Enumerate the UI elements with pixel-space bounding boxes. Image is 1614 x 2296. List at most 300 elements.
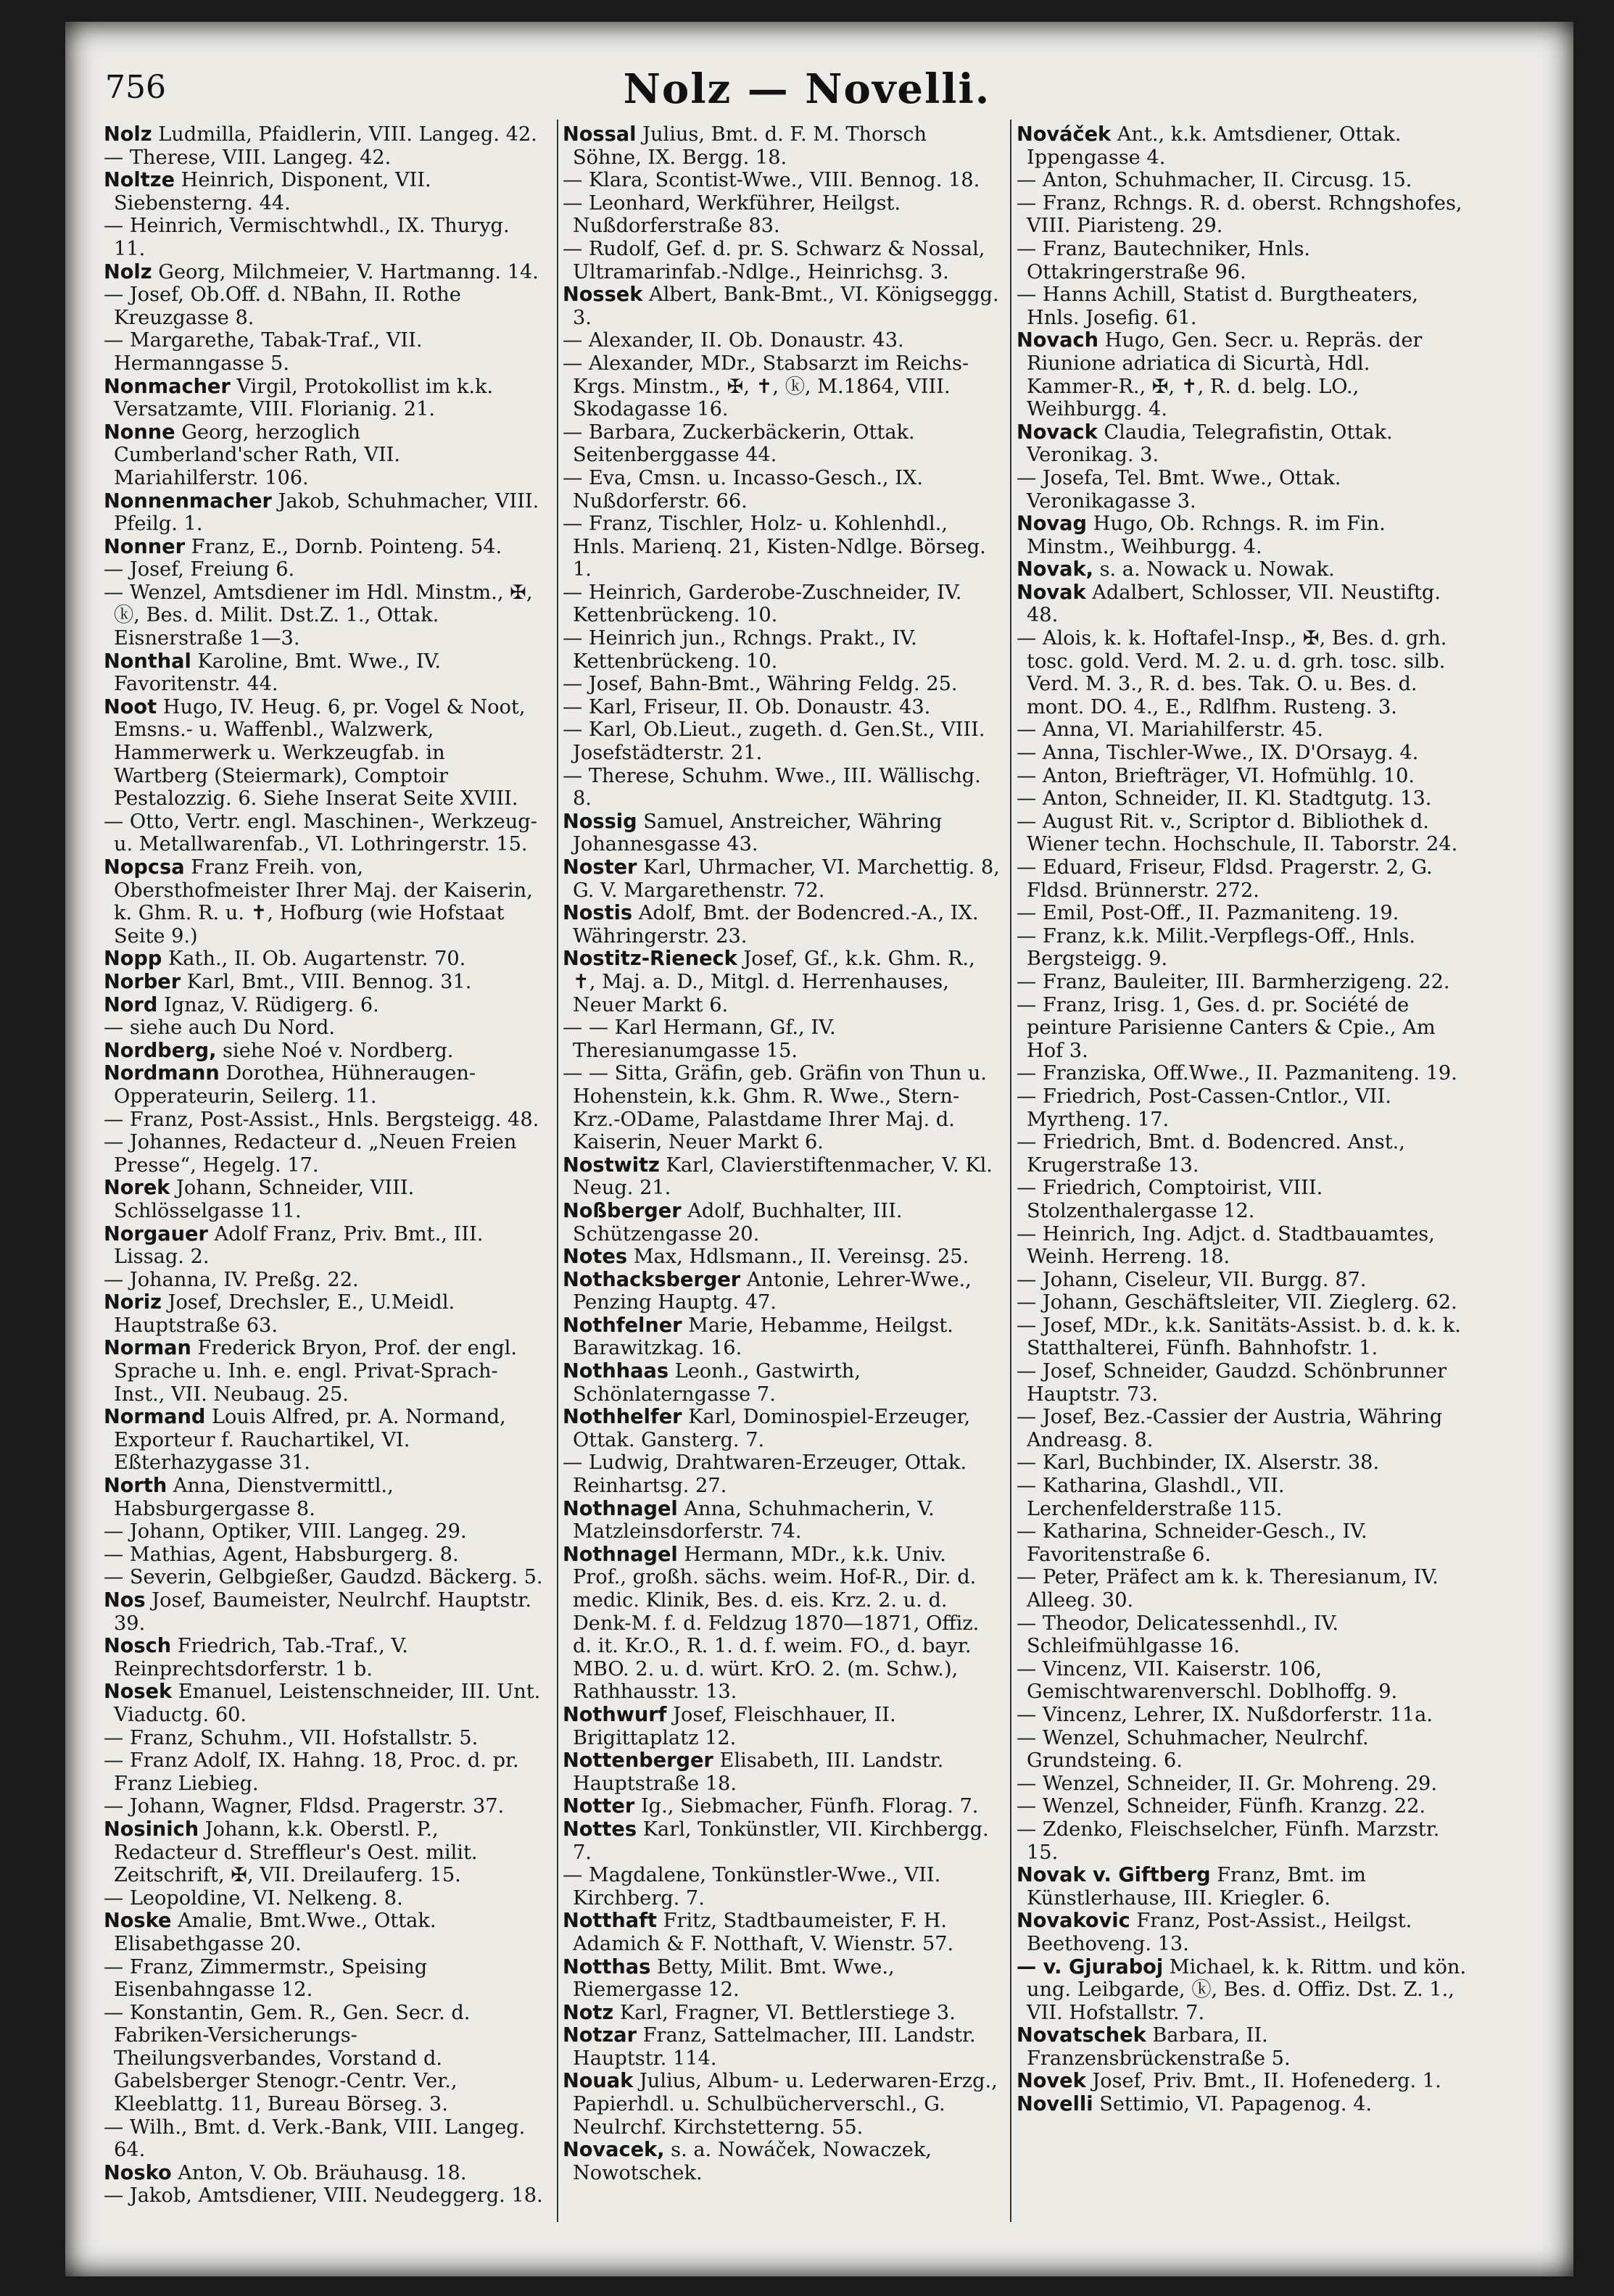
entry-details: Karl, Fragner, VI. Bettlerstiege 3. xyxy=(613,2001,956,2024)
entry-details: Marie, Hebamme, Heilgst. Barawitzkag. 16. xyxy=(573,1314,953,1360)
entry-details: Emanuel, Leistenschneider, III. Unt. Viaductg. 60. xyxy=(114,1680,541,1726)
entry-details: — Heinrich jun., Rchngs. Prakt., IV. Kettenbrückeng. 10. xyxy=(563,627,917,673)
directory-entry xyxy=(1017,581,1466,627)
directory-entry xyxy=(563,718,1001,764)
entry-details: s. a. Nowack u. Nowak. xyxy=(1093,558,1335,581)
directory-entry xyxy=(1017,1451,1466,1475)
column-1 xyxy=(104,123,545,2208)
entry-details: Georg, Milchmeier, V. Hartmanng. 14. xyxy=(152,260,539,283)
directory-entry xyxy=(104,1475,545,1520)
entry-details: — Karl, Ob.Lieut., zugeth. d. Gen.St., VIII. Josefstädterstr. 21. xyxy=(563,718,985,765)
entry-details: — Franz, Post-Assist., Hnls. Bergsteigg. 48. xyxy=(104,1108,539,1131)
directory-entry xyxy=(104,1223,545,1269)
entry-surname: Nothacksberger xyxy=(563,1268,741,1291)
entry-surname: North xyxy=(104,1475,167,1498)
entry-details: Johann, k.k. Oberstl. P., Redacteur d. Streffleur's Oest. milit. Zeitschrift, ✠, VII. Dreilauferg. 15. xyxy=(114,1818,478,1887)
entry-details: — Theodor, Delicatessenhdl., IV. Schleifmühlgasse 16. xyxy=(1017,1612,1339,1658)
column-3 xyxy=(1017,123,1466,2116)
directory-entry xyxy=(563,1154,1001,1200)
directory-entry xyxy=(563,467,1001,513)
entry-surname: Noßberger xyxy=(563,1199,682,1222)
entry-details: Elisabeth, III. Landstr. Hauptstraße 18. xyxy=(573,1749,944,1795)
entry-details: — — Sitta, Gräfin, geb. Gräfin von Thun u. Hohenstein, k.k. Ghm. R. Wwe., Stern-Krz.-ODame, Palastdame Ihrer Maj. d. Kaiserin, Neuer Markt 6. xyxy=(563,1062,987,1154)
entry-surname: Norgauer xyxy=(104,1222,208,1246)
directory-entry xyxy=(563,1360,1001,1406)
entry-surname: Nosek xyxy=(104,1680,173,1704)
directory-entry xyxy=(1017,1658,1466,1704)
entry-details: Julius, Bmt. d. F. M. Thorsch Söhne, IX. Bergg. 18. xyxy=(573,123,927,169)
directory-entry xyxy=(104,1291,545,1337)
directory-entry xyxy=(563,283,1001,329)
entry-details: Julius, Album- u. Lederwaren-Erzg., Papierhdl. u. Schulbücherverschl., G. Neulrchf. Kirchstetterng. 55. xyxy=(573,2070,998,2139)
entry-surname: Nos xyxy=(104,1589,146,1612)
directory-entry xyxy=(104,994,545,1017)
entry-surname: Nostis xyxy=(563,902,633,925)
directory-entry xyxy=(104,1108,545,1132)
entry-details: Johann, Schneider, VIII. Schlösselgasse 11. xyxy=(114,1177,415,1222)
entry-details: — Franz Adolf, IX. Hahng. 18, Proc. d. pr. Franz Liebieg. xyxy=(104,1749,519,1795)
directory-entry xyxy=(1017,1314,1466,1360)
entry-details: Anna, Dienstvermittl., Habsburgergasse 8. xyxy=(114,1475,394,1520)
directory-entry xyxy=(1017,811,1466,856)
directory-entry xyxy=(563,811,1001,856)
entry-details: Josef, Baumeister, Neulrchf. Hauptstr. 39. xyxy=(114,1589,531,1635)
directory-entry xyxy=(104,1635,545,1680)
entry-surname: Nothhelfer xyxy=(563,1406,682,1429)
entry-surname: Nord xyxy=(104,993,158,1016)
entry-details: Anna, Schuhmacherin, V. Matzleinsdorferstr. 74. xyxy=(573,1497,935,1543)
directory-entry xyxy=(563,948,1001,1016)
entry-details: — — Karl Hermann, Gf., IV. Theresianumgasse 15. xyxy=(563,1016,836,1062)
entry-details: — Barbara, Zuckerbäckerin, Ottak. Seitenberggasse 44. xyxy=(563,420,915,467)
entry-surname: Nováček xyxy=(1017,123,1112,146)
entry-details: — Alois, k. k. Hoftafel-Insp., ✠, Bes. d. grh. tosc. gold. Verd. M. 2. u. d. grh. tosc. silb. Verd. M. 3., R. d. bes. Tak. O. u. Bes. d. mont. DO. 4., E., Rdlfhm. Rusteng. 3. xyxy=(1017,627,1447,718)
entry-surname: Nouak xyxy=(563,2070,634,2093)
entry-details: — Franz, Schuhm., VII. Hofstallstr. 5. xyxy=(104,1726,479,1749)
directory-entry xyxy=(1017,1566,1466,1612)
entry-surname: Nopcsa xyxy=(104,856,185,879)
entry-details: Ig., Siebmacher, Fünfh. Florag. 7. xyxy=(634,1795,979,1818)
entry-surname: Novak, xyxy=(1017,558,1093,581)
entry-surname: Notz xyxy=(563,2001,614,2024)
entry-surname: Norman xyxy=(104,1337,191,1360)
entry-surname: Novag xyxy=(1017,513,1087,536)
entry-surname: — v. Gjuraboj xyxy=(1017,1955,1164,1978)
directory-entry xyxy=(104,1910,545,1955)
directory-entry xyxy=(1017,787,1466,811)
entry-details: Karl, Dominospiel-Erzeuger, Ottak. Gansterg. 7. xyxy=(573,1406,971,1451)
directory-entry xyxy=(104,1040,545,1063)
entry-details: Adolf, Bmt. der Bodencred.-A., IX. Währingerstr. 23. xyxy=(573,902,979,948)
entry-details: Ignaz, V. Rüdigerg. 6. xyxy=(157,993,379,1016)
page-number: 756 xyxy=(105,69,166,106)
directory-entry xyxy=(1017,2024,1466,2070)
directory-entry xyxy=(1017,169,1466,192)
entry-surname: Nonmacher xyxy=(104,375,231,398)
entry-details: — Johanna, IV. Preßg. 22. xyxy=(104,1268,359,1291)
directory-entry xyxy=(563,1498,1001,1543)
directory-entry xyxy=(1017,1223,1466,1269)
directory-entry xyxy=(104,1062,545,1108)
entry-details: — Anton, Briefträger, VI. Hofmühlg. 10. xyxy=(1017,764,1415,787)
entry-details: — Wenzel, Schneider, Fünfh. Kranzg. 22. xyxy=(1017,1795,1426,1818)
entry-details: Claudia, Telegrafistin, Ottak. Veronikag. 3. xyxy=(1027,420,1393,467)
directory-entry xyxy=(1017,856,1466,902)
entry-surname: Novatschek xyxy=(1017,2024,1146,2047)
entry-surname: Nothnagel xyxy=(563,1497,678,1520)
entry-details: Josef, Gf., k.k. Ghm. R., ✝, Maj. a. D., Mitgl. d. Herrenhauses, Neuer Markt 6. xyxy=(573,948,975,1016)
directory-entry xyxy=(1017,627,1466,718)
directory-entry xyxy=(563,765,1001,811)
entry-details: — Katharina, Glashdl., VII. Lerchenfelderstraße 115. xyxy=(1017,1475,1285,1520)
entry-details: — Mathias, Agent, Habsburgerg. 8. xyxy=(104,1543,459,1566)
entry-details: — siehe auch Du Nord. xyxy=(104,1016,336,1040)
entry-details: — Franz, Rchngs. R. d. oberst. Rchngshofes, VIII. Piaristeng. 29. xyxy=(1017,191,1462,238)
entry-surname: Nonthal xyxy=(104,650,191,673)
entry-details: — August Rit. v., Scriptor d. Bibliothek d. Wiener techn. Hochschule, II. Taborstr. 24. xyxy=(1017,810,1458,856)
entry-surname: Notter xyxy=(563,1795,635,1818)
directory-entry xyxy=(1017,2070,1466,2093)
entry-surname: Nothwurf xyxy=(563,1703,667,1726)
entry-details: — Johann, Wagner, Fldsd. Pragerstr. 37. xyxy=(104,1795,505,1818)
directory-entry xyxy=(563,1749,1001,1795)
entry-details: Karl, Clavierstiftenmacher, V. Kl. Neug. 21. xyxy=(573,1153,993,1200)
entry-details: — Vincenz, VII. Kaiserstr. 106, Gemischtwarenverschl. Doblhoffg. 9. xyxy=(1017,1657,1398,1704)
entry-details: — Josef, Bez.-Cassier der Austria, Währing Andreasg. 8. xyxy=(1017,1406,1443,1451)
directory-entry xyxy=(563,329,1001,352)
directory-entry xyxy=(104,1269,545,1292)
directory-entry xyxy=(563,581,1001,627)
directory-entry xyxy=(563,1818,1001,1864)
entry-details: Georg, herzoglich Cumberland'scher Rath, VII. Mariahilferstr. 106. xyxy=(114,420,401,489)
entry-details: — Alexander, II. Ob. Donaustr. 43. xyxy=(563,329,904,352)
entry-details: — Wenzel, Schneider, II. Gr. Mohreng. 29. xyxy=(1017,1772,1438,1795)
entry-details: — Johann, Ciseleur, VII. Burgg. 87. xyxy=(1017,1268,1367,1291)
entry-details: Franz, Bmt. im Künstlerhause, III. Kriegler. 6. xyxy=(1027,1864,1366,1910)
entry-surname: Nostwitz xyxy=(563,1153,660,1177)
running-head: Nolz — Novelli. xyxy=(623,65,991,113)
entry-details: — Leonhard, Werkführer, Heilgst. Nußdorferstraße 83. xyxy=(563,191,901,238)
directory-entry xyxy=(563,1956,1001,2002)
directory-entry xyxy=(1017,1612,1466,1658)
entry-details: Josef, Fleischhauer, II. Brigittaplatz 12. xyxy=(573,1703,896,1749)
entry-details: Heinrich, Disponent, VII. Siebensterng. 44. xyxy=(114,169,431,215)
directory-entry xyxy=(563,238,1001,283)
entry-details: — Franz, Tischler, Holz- u. Kohlenhdl., Hnls. Marienq. 21, Kisten-Ndlge. Börseg. 1. xyxy=(563,513,986,581)
directory-entry xyxy=(104,856,545,948)
entry-details: Hugo, Gen. Secr. u. Repräs. der Riunione adriatica di Sicurtà, Hdl. Kammer-R., ✠, ✝, R. d. belg. LO., Weihburgg. 4. xyxy=(1027,329,1423,421)
directory-entry xyxy=(563,1704,1001,1749)
directory-entry xyxy=(104,948,545,971)
directory-entry xyxy=(104,971,545,994)
directory-entry xyxy=(563,1451,1001,1497)
entry-surname: Noske xyxy=(104,1910,172,1933)
entry-surname: Norber xyxy=(104,970,181,993)
entry-details: — Friedrich, Post-Cassen-Cntlor., VII. Myrtheng. 17. xyxy=(1017,1085,1391,1131)
directory-entry xyxy=(1017,1956,1466,2025)
directory-entry xyxy=(104,1177,545,1222)
entry-details: Franz, E., Dornb. Pointeng. 54. xyxy=(185,535,502,558)
entry-surname: Nothfelner xyxy=(563,1314,682,1337)
directory-entry xyxy=(563,2139,1001,2184)
directory-entry xyxy=(1017,1818,1466,1864)
directory-entry xyxy=(563,1016,1001,1062)
entry-details: — Jakob, Amtsdiener, VIII. Neudeggerg. 18. xyxy=(104,2184,543,2208)
directory-entry xyxy=(1017,1291,1466,1314)
directory-entry xyxy=(563,2070,1001,2139)
directory-entry xyxy=(1017,925,1466,971)
entry-details: — Josef, Bahn-Bmt., Währing Feldg. 25. xyxy=(563,673,958,696)
entry-surname: Nostitz-Rieneck xyxy=(563,948,737,971)
entry-surname: Nolz xyxy=(104,260,152,283)
entry-details: — Heinrich, Vermischtwhdl., IX. Thuryg. 11. xyxy=(104,215,510,260)
entry-details: Samuel, Anstreicher, Währing Johannesgasse 43. xyxy=(573,810,943,856)
directory-entry xyxy=(1017,1085,1466,1131)
directory-entry xyxy=(1017,1177,1466,1222)
directory-entry xyxy=(563,1795,1001,1818)
entry-details: Frederick Bryon, Prof. der engl. Sprache u. Inh. e. engl. Privat-Sprach-Inst., VII. Neubaug. 25. xyxy=(114,1337,517,1406)
directory-entry xyxy=(104,283,545,329)
directory-entry xyxy=(563,169,1001,192)
entry-details: Virgil, Protokollist im k.k. Versatzamte, VIII. Florianig. 21. xyxy=(114,375,494,421)
directory-entry xyxy=(104,329,545,375)
entry-details: — Otto, Vertr. engl. Maschinen-, Werkzeug- u. Metallwarenfab., VI. Lothringerstr. 15. xyxy=(104,810,537,856)
directory-entry xyxy=(104,581,545,650)
directory-entry xyxy=(1017,1795,1466,1818)
directory-entry xyxy=(1017,994,1466,1063)
directory-entry xyxy=(104,1566,545,1589)
directory-entry xyxy=(104,1131,545,1177)
entry-details: — Magdalene, Tonkünstler-Wwe., VII. Kirchberg. 7. xyxy=(563,1864,941,1910)
entry-surname: Novelli xyxy=(1017,2093,1093,2116)
directory-entry xyxy=(563,421,1001,467)
directory-entry xyxy=(104,536,545,559)
entry-details: Karl, Tonkünstler, VII. Kirchbergg. 7. xyxy=(573,1818,989,1864)
directory-entry xyxy=(1017,902,1466,925)
entry-details: — Franz, Zimmermstr., Speising Eisenbahngasse 12. xyxy=(104,1955,428,2002)
directory-entry xyxy=(104,2002,545,2116)
entry-surname: Nothhaas xyxy=(563,1360,669,1383)
directory-entry xyxy=(104,1727,545,1750)
entry-surname: Nosinich xyxy=(104,1818,199,1841)
entry-surname: Notthaft xyxy=(563,1910,657,1933)
entry-details: Franz, Sattelmacher, III. Landstr. Hauptstr. 114. xyxy=(573,2024,976,2070)
directory-entry xyxy=(104,1543,545,1567)
entry-surname: Nolz xyxy=(104,123,152,146)
entry-details: Adolf, Buchhalter, III. Schützengasse 20. xyxy=(573,1199,903,1246)
column-divider xyxy=(1010,120,1011,2222)
entry-surname: Novakovic xyxy=(1017,1910,1130,1933)
directory-entry xyxy=(104,169,545,215)
entry-details: Settimio, VI. Papagenog. 4. xyxy=(1093,2093,1373,2116)
directory-entry xyxy=(104,1818,545,1887)
entry-details: Amalie, Bmt.Wwe., Ottak. Elisabethgasse 20. xyxy=(114,1910,436,1955)
column-divider xyxy=(557,120,558,2222)
directory-entry xyxy=(104,1520,545,1543)
entry-surname: Novak v. Giftberg xyxy=(1017,1864,1211,1887)
directory-entry xyxy=(1017,1520,1466,1566)
directory-entry xyxy=(563,856,1001,902)
entry-details: — Peter, Präfect am k. k. Theresianum, IV. Alleeg. 30. xyxy=(1017,1566,1439,1612)
entry-surname: Noster xyxy=(563,856,637,879)
entry-details: — Alexander, MDr., Stabsarzt im Reichs-Krgs. Minstm., ✠, ✝, ⓚ, M.1864, VIII. Skodagasse 16. xyxy=(563,352,969,421)
entry-details: — Therese, VIII. Langeg. 42. xyxy=(104,146,392,169)
directory-entry xyxy=(104,1337,545,1406)
directory-entry xyxy=(563,1910,1001,1955)
directory-entry xyxy=(1017,1360,1466,1406)
entry-details: — Eva, Cmsn. u. Incasso-Gesch., IX. Nußdorferstr. 66. xyxy=(563,466,923,513)
directory-entry xyxy=(563,192,1001,238)
entry-details: — Leopoldine, VI. Nelkeng. 8. xyxy=(104,1886,403,1910)
entry-surname: Nosko xyxy=(104,2161,172,2184)
directory-entry xyxy=(563,696,1001,719)
directory-entry xyxy=(104,1887,545,1910)
directory-entry xyxy=(563,2024,1001,2070)
entry-details: — Heinrich, Ing. Adjct. d. Stadtbauamtes, Weinh. Herreng. 18. xyxy=(1017,1222,1435,1269)
entry-details: Josef, Drechsler, E., U.Meidl. Hauptstraße 63. xyxy=(114,1291,455,1337)
entry-details: — Konstantin, Gem. R., Gen. Secr. d. Fabriken-Versicherungs-Theilungsverbandes, Vorstand d. Gabelsberger Stenogr.-Centr. Ver., Kleeblattg. 11, Bureau Börseg. 3. xyxy=(104,2001,471,2116)
entry-details: — Heinrich, Garderobe-Zuschneider, IV. Kettenbrückeng. 10. xyxy=(563,581,962,627)
entry-surname: Nopp xyxy=(104,948,162,971)
entry-details: — Wenzel, Schuhmacher, Neulrchf. Grundsteing. 6. xyxy=(1017,1726,1369,1773)
directory-entry xyxy=(1017,123,1466,169)
entry-details: Adalbert, Schlosser, VII. Neustiftg. 48. xyxy=(1027,581,1441,627)
directory-entry xyxy=(1017,971,1466,994)
entry-details: — Karl, Buchbinder, IX. Alserstr. 38. xyxy=(1017,1451,1380,1475)
entry-details: Friedrich, Tab.-Traf., V. Reinprechtsdorferstr. 1 b. xyxy=(114,1635,408,1680)
entry-details: Fritz, Stadtbaumeister, F. H. Adamich & F. Notthaft, V. Wienstr. 57. xyxy=(573,1910,954,1955)
entry-details: Jakob, Schuhmacher, VIII. Pfeilg. 1. xyxy=(114,489,539,536)
directory-entry xyxy=(1017,1475,1466,1520)
entry-details: — Josef, Freiung 6. xyxy=(104,558,295,581)
directory-entry xyxy=(104,146,545,170)
directory-entry xyxy=(563,2002,1001,2025)
entry-details: Karl, Bmt., VIII. Bennog. 31. xyxy=(181,970,472,993)
entry-details: — Johann, Geschäftsleiter, VII. Zieglerg. 62. xyxy=(1017,1291,1457,1314)
entry-details: Louis Alfred, pr. A. Normand, Exporteur f. Rauchartikel, VI. Eßterhazygasse 31. xyxy=(114,1406,506,1475)
entry-details: — Franz, Bautechniker, Hnls. Ottakringerstraße 96. xyxy=(1017,237,1311,283)
entry-details: s. a. Nowáček, Nowaczek, Nowotschek. xyxy=(573,2139,932,2184)
entry-details: Albert, Bank-Bmt., VI. Königseggg. 3. xyxy=(573,283,999,329)
directory-entry xyxy=(1017,1864,1466,1910)
directory-entry xyxy=(563,1062,1001,1153)
directory-entry xyxy=(1017,238,1466,283)
entry-details: Hugo, Ob. Rchngs. R. im Fin. Minstm., Weihburgg. 4. xyxy=(1027,513,1386,558)
entry-details: — Franz, k.k. Milit.-Verpflegs-Off., Hnls. Bergsteigg. 9. xyxy=(1017,924,1416,971)
entry-details: siehe Noé v. Nordberg. xyxy=(216,1039,454,1062)
entry-details: — Ludwig, Drahtwaren-Erzeuger, Ottak. Reinhartsg. 27. xyxy=(563,1451,967,1498)
directory-entry xyxy=(1017,283,1466,329)
entry-details: — Anton, Schuhmacher, II. Circusg. 15. xyxy=(1017,169,1412,192)
entry-details: — Josef, Ob.Off. d. NBahn, II. Rothe Kreuzgasse 8. xyxy=(104,283,461,329)
directory-entry xyxy=(1017,192,1466,238)
column-2 xyxy=(563,123,1001,2184)
directory-entry xyxy=(1017,1062,1466,1085)
entry-details: Ant., k.k. Amtsdiener, Ottak. Ippengasse 4. xyxy=(1027,123,1402,169)
entry-details: Hermann, MDr., k.k. Univ. Prof., großh. sächs. weim. Hof-R., Dir. d. medic. Klinik, Bes. d. eis. Krz. 2. u. d. Denk-M. f. d. Feldzug 1870—1871, Offiz. d. it. Kr.O., R. 1. d. f. weim. FO., d. bayr. MBO. 2. u. d. würt. KrO. 2. (m. Schw.), Rathhausstr. 13. xyxy=(573,1543,980,1704)
directory-entry xyxy=(104,215,545,260)
entry-surname: Notes xyxy=(563,1246,628,1269)
entry-details: Karoline, Bmt. Wwe., IV. Favoritenstr. 44. xyxy=(114,650,442,696)
directory-entry xyxy=(1017,1704,1466,1727)
entry-surname: Notzar xyxy=(563,2024,637,2047)
directory-entry xyxy=(1017,513,1466,558)
directory-entry xyxy=(1017,467,1466,513)
entry-surname: Nossek xyxy=(563,283,643,307)
directory-entry xyxy=(1017,329,1466,420)
entry-details: Dorothea, Hühneraugen-Opperateurin, Seilerg. 11. xyxy=(114,1062,476,1108)
directory-entry xyxy=(563,1269,1001,1314)
directory-entry xyxy=(104,1406,545,1475)
directory-entry xyxy=(1017,1406,1466,1451)
directory-entry xyxy=(1017,765,1466,788)
directory-entry xyxy=(104,376,545,421)
directory-entry xyxy=(1017,1910,1466,1955)
entry-details: — Franziska, Off.Wwe., II. Pazmaniteng. 19. xyxy=(1017,1062,1457,1085)
entry-details: Franz, Post-Assist., Heilgst. Beethoveng. 13. xyxy=(1027,1910,1412,1955)
directory-entry xyxy=(563,1314,1001,1360)
directory-entry xyxy=(1017,2093,1466,2116)
directory-entry xyxy=(104,421,545,490)
entry-surname: Normand xyxy=(104,1406,206,1429)
directory-entry xyxy=(104,2162,545,2185)
entry-details: Adolf Franz, Priv. Bmt., III. Lissag. 2. xyxy=(114,1222,484,1269)
entry-details: — Wenzel, Amtsdiener im Hdl. Minstm., ✠, ⓚ, Bes. d. Milit. Dst.Z. 1., Ottak. Eisnerstraße 1—3. xyxy=(104,581,533,650)
entry-surname: Noltze xyxy=(104,169,175,192)
entry-details: Karl, Uhrmacher, VI. Marchettig. 8, G. V. Margarethenstr. 72. xyxy=(573,856,1000,902)
entry-details: — Friedrich, Bmt. d. Bodencred. Anst., Krugerstraße 13. xyxy=(1017,1131,1405,1177)
entry-surname: Novak xyxy=(1017,581,1086,604)
entry-surname: Nosch xyxy=(104,1635,172,1658)
entry-details: — Vincenz, Lehrer, IX. Nußdorferstr. 11a. xyxy=(1017,1703,1433,1726)
directory-entry xyxy=(104,811,545,856)
entry-details: — Anton, Schneider, II. Kl. Stadtgutg. 13. xyxy=(1017,787,1432,811)
entry-details: — Hanns Achill, Statist d. Burgtheaters, Hnls. Josefig. 61. xyxy=(1017,283,1418,329)
entry-surname: Nottenberger xyxy=(563,1749,713,1773)
entry-details: Ludmilla, Pfaidlerin, VIII. Langeg. 42. xyxy=(152,123,537,146)
directory-entry xyxy=(563,1864,1001,1910)
directory-entry xyxy=(563,352,1001,421)
entry-surname: Novack xyxy=(1017,420,1098,444)
directory-entry xyxy=(563,1406,1001,1451)
directory-entry xyxy=(104,1749,545,1795)
directory-entry xyxy=(104,1016,545,1040)
directory-entry xyxy=(1017,742,1466,765)
directory-entry xyxy=(1017,1727,1466,1773)
entry-surname: Nonnenmacher xyxy=(104,489,272,513)
entry-details: Max, Hdlsmann., II. Vereinsg. 25. xyxy=(627,1246,969,1269)
entry-details: Leonh., Gastwirth, Schönlaterngasse 7. xyxy=(573,1360,861,1406)
entry-surname: Norek xyxy=(104,1177,170,1200)
entry-details: Michael, k. k. Rittm. und kön. ung. Leibgarde, ⓚ, Bes. d. Offiz. Dst. Z. 1., VII. Hofstallstr. 7. xyxy=(1027,1955,1466,2024)
entry-details: — Therese, Schuhm. Wwe., III. Wällischg. 8. xyxy=(563,764,981,811)
directory-entry xyxy=(563,1200,1001,1246)
entry-details: — Karl, Friseur, II. Ob. Donaustr. 43. xyxy=(563,695,931,718)
entry-surname: Notthas xyxy=(563,1955,651,1978)
directory-entry xyxy=(1017,1269,1466,1292)
entry-surname: Nonner xyxy=(104,535,185,558)
entry-details: — Margarethe, Tabak-Traf., VII. Hermanngasse 5. xyxy=(104,329,423,375)
entry-details: — Johann, Optiker, VIII. Langeg. 29. xyxy=(104,1520,467,1543)
entry-details: Betty, Milit. Bmt. Wwe., Riemergasse 12. xyxy=(573,1955,895,2002)
directory-entry xyxy=(563,123,1001,169)
directory-entry xyxy=(104,2116,545,2162)
entry-surname: Novach xyxy=(1017,329,1098,352)
entry-details: — Emil, Post-Off., II. Pazmaniteng. 19. xyxy=(1017,902,1399,925)
directory-entry xyxy=(104,558,545,581)
entry-details: — Josefa, Tel. Bmt. Wwe., Ottak. Veronikagasse 3. xyxy=(1017,466,1341,513)
entry-details: — Klara, Scontist-Wwe., VIII. Bennog. 18. xyxy=(563,169,980,192)
